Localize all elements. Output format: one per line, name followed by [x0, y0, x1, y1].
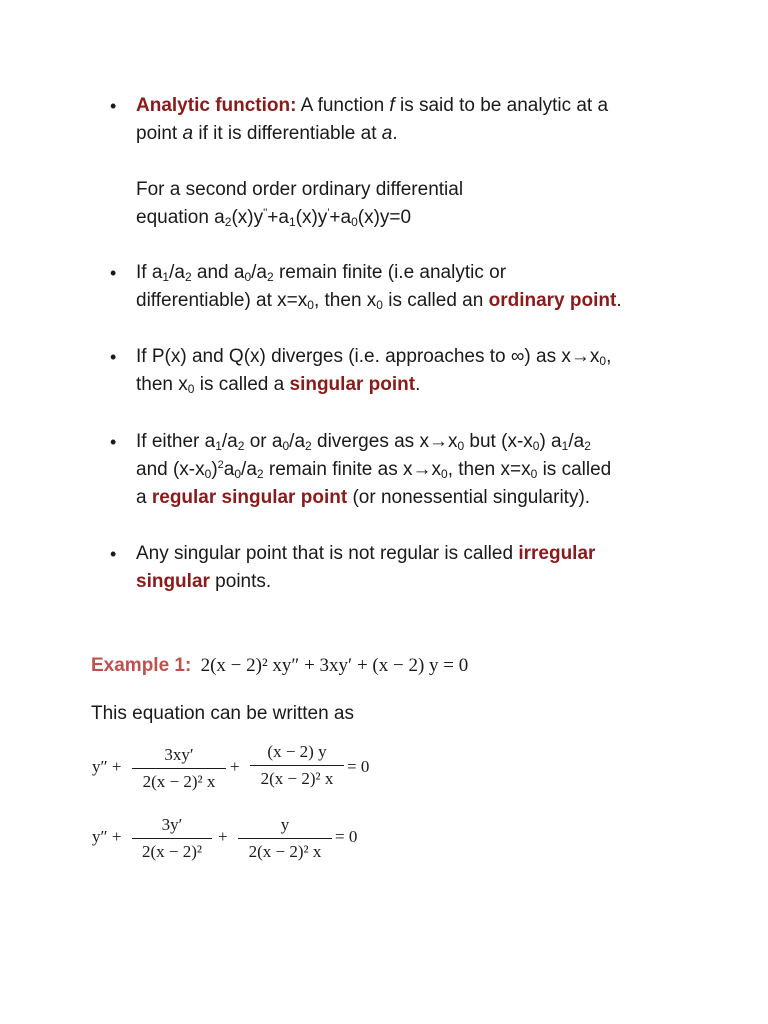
term-ordinary-point: ordinary point	[488, 290, 617, 311]
eq1-lead: y″ +	[92, 757, 122, 776]
bullet-regular-singular-point: • If either $a_1/a_2$ or $a_0/a_2$ diverges as $x\to x_0$ but $(x-x_0)$ $a_1/a_2$ and $(x-x_0)^2a_0/a_2$ remain finite as $x\to x_0$, then $x=x_0$ is called a regular singular point (or nonessential singularity).	[136, 428, 746, 512]
example-label: Example 1:	[91, 655, 192, 676]
example-equation: 2(x − 2)² xy″ + 3xy′ + (x − 2) y = 0	[200, 655, 469, 676]
term-singular-point: singular point	[289, 374, 416, 395]
eq2-rhs: = 0	[335, 827, 358, 846]
bullet-ordinary-point: • If $a_1/a_2$ and $a_0/a_2$ remain finite (i.e analytic or differentiable) at $x=x_0$, then $x_0$ is called an ordinary point.	[136, 259, 756, 315]
bullet-analytic-function: • Analytic function: A function f is said to be analytic at a point a if it is differentiable at a.	[136, 92, 736, 148]
bullet-marker: •	[110, 544, 117, 564]
bullet-marker: •	[110, 347, 117, 367]
term-regular-singular-point: regular singular point	[151, 487, 348, 508]
eq2-fraction-2: y 2(x − 2)² x	[238, 815, 332, 862]
bullet-irregular-singular: • Any singular point that is not regular is called irregular singular points.	[136, 540, 736, 596]
bullet-marker: •	[110, 432, 117, 452]
eq1-fraction-1: 3xy′ 2(x − 2)² x	[132, 745, 226, 792]
bullet-marker: •	[110, 96, 117, 116]
ode-paragraph: For a second order ordinary differential equation $a_2(x)y''+a_1(x)y'+a_0(x)y=0$	[136, 179, 464, 229]
eq1-fraction-2: (x − 2) y 2(x − 2)² x	[250, 742, 344, 789]
eq2-lead: y″ +	[92, 827, 122, 846]
eq2-plus: +	[218, 827, 228, 846]
bullet-singular-point: • If P(x) and Q(x) diverges (i.e. approaches to ∞) as $x\to x_0$, then $x_0$ is called a singular point.	[136, 343, 736, 399]
term-irregular: irregular	[518, 543, 596, 564]
term-singular: singular	[136, 571, 210, 592]
eq1-rhs: = 0	[347, 757, 370, 776]
bullet-marker: •	[110, 263, 117, 283]
example-heading	[91, 652, 468, 680]
term-analytic-function: Analytic function:	[136, 95, 297, 116]
eq1-plus: +	[230, 757, 240, 776]
eq2-fraction-1: 3y′ 2(x − 2)²	[132, 815, 212, 862]
rewrite-sentence: This equation can be written as	[91, 703, 354, 724]
